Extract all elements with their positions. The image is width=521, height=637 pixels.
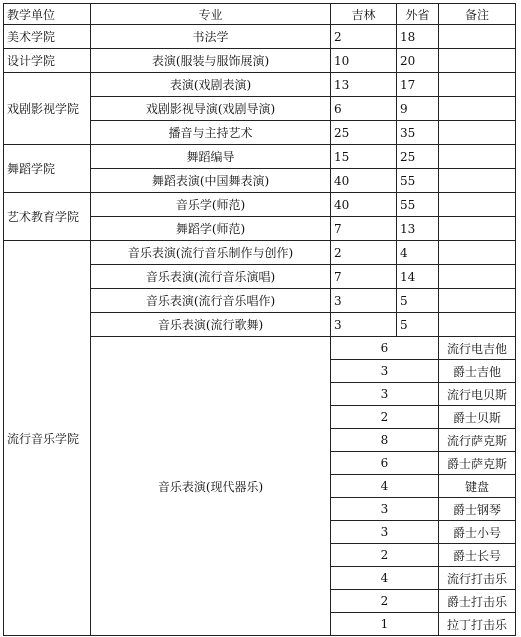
- jilin-cell: 3: [331, 313, 397, 337]
- jilin-cell: 2: [331, 25, 397, 49]
- instrument-count-cell: 3: [331, 521, 439, 544]
- note-cell: [439, 121, 516, 145]
- unit-cell: 舞蹈学院: [4, 145, 91, 193]
- table-row: [4, 193, 516, 217]
- other-cell: 55: [397, 193, 439, 217]
- jilin-cell: 13: [331, 73, 397, 97]
- instrument-note-cell: 爵士吉他: [439, 360, 516, 383]
- other-cell: 35: [397, 121, 439, 145]
- instrument-note-cell: 爵士贝斯: [439, 406, 516, 429]
- instrument-note-cell: 流行电贝斯: [439, 383, 516, 406]
- other-cell: 9: [397, 97, 439, 121]
- note-cell: [439, 25, 516, 49]
- instrument-count-cell: 4: [331, 475, 439, 498]
- header-unit: 教学单位: [4, 4, 91, 25]
- major-cell: 音乐表演(流行歌舞): [91, 313, 331, 337]
- instrument-note-cell: 流行打击乐: [439, 567, 516, 590]
- unit-cell: 艺术教育学院: [4, 193, 91, 241]
- other-cell: 4: [397, 241, 439, 265]
- instrument-count-cell: 6: [331, 337, 439, 360]
- jilin-cell: 7: [331, 217, 397, 241]
- instrument-count-cell: 6: [331, 452, 439, 475]
- major-cell: 表演(戏剧表演): [91, 73, 331, 97]
- header-other-province: 外省: [397, 4, 439, 25]
- major-cell: 舞蹈编导: [91, 145, 331, 169]
- major-cell: 播音与主持艺术: [91, 121, 331, 145]
- other-cell: 18: [397, 25, 439, 49]
- table-row: [4, 49, 516, 73]
- instrument-count-cell: 2: [331, 406, 439, 429]
- header-major: 专业: [91, 4, 331, 25]
- header-note: 备注: [439, 4, 516, 25]
- note-cell: [439, 97, 516, 121]
- unit-cell: 设计学院: [4, 49, 91, 73]
- instrument-count-cell: 3: [331, 383, 439, 406]
- instrument-note-cell: 爵士长号: [439, 544, 516, 567]
- note-cell: [439, 145, 516, 169]
- other-cell: 5: [397, 313, 439, 337]
- instrument-note-cell: 爵士小号: [439, 521, 516, 544]
- note-cell: [439, 289, 516, 313]
- major-cell: 舞蹈表演(中国舞表演): [91, 169, 331, 193]
- other-cell: 17: [397, 73, 439, 97]
- major-cell: 音乐学(师范): [91, 193, 331, 217]
- jilin-cell: 2: [331, 241, 397, 265]
- major-cell: 书法学: [91, 25, 331, 49]
- other-cell: 13: [397, 217, 439, 241]
- major-cell: 音乐表演(流行音乐演唱): [91, 265, 331, 289]
- major-cell: 舞蹈学(师范): [91, 217, 331, 241]
- other-cell: 20: [397, 49, 439, 73]
- instrument-count-cell: 2: [331, 590, 439, 613]
- major-cell: 音乐表演(流行音乐制作与创作): [91, 241, 331, 265]
- note-cell: [439, 241, 516, 265]
- jilin-cell: 7: [331, 265, 397, 289]
- header-row: [4, 4, 516, 25]
- note-cell: [439, 193, 516, 217]
- major-cell: 音乐表演(现代器乐): [91, 337, 331, 636]
- instrument-count-cell: 4: [331, 567, 439, 590]
- instrument-note-cell: 流行萨克斯: [439, 429, 516, 452]
- jilin-cell: 40: [331, 193, 397, 217]
- major-cell: 表演(服装与服饰展演): [91, 49, 331, 73]
- enrollment-table: [3, 3, 516, 636]
- instrument-count-cell: 1: [331, 613, 439, 636]
- unit-cell: 流行音乐学院: [4, 241, 91, 636]
- major-cell: 戏剧影视导演(戏剧导演): [91, 97, 331, 121]
- instrument-note-cell: 爵士打击乐: [439, 590, 516, 613]
- unit-cell: 戏剧影视学院: [4, 73, 91, 145]
- note-cell: [439, 217, 516, 241]
- other-cell: 55: [397, 169, 439, 193]
- instrument-note-cell: 键盘: [439, 475, 516, 498]
- table-row: [4, 241, 516, 265]
- instrument-count-cell: 3: [331, 498, 439, 521]
- major-cell: 音乐表演(流行音乐唱作): [91, 289, 331, 313]
- instrument-note-cell: 拉丁打击乐: [439, 613, 516, 636]
- jilin-cell: 15: [331, 145, 397, 169]
- instrument-count-cell: 8: [331, 429, 439, 452]
- table-row: [4, 145, 516, 169]
- instrument-note-cell: 流行电吉他: [439, 337, 516, 360]
- header-jilin: 吉林: [331, 4, 397, 25]
- other-cell: 5: [397, 289, 439, 313]
- note-cell: [439, 73, 516, 97]
- jilin-cell: 3: [331, 289, 397, 313]
- note-cell: [439, 169, 516, 193]
- note-cell: [439, 265, 516, 289]
- instrument-count-cell: 2: [331, 544, 439, 567]
- instrument-note-cell: 爵士钢琴: [439, 498, 516, 521]
- jilin-cell: 6: [331, 97, 397, 121]
- other-cell: 14: [397, 265, 439, 289]
- instrument-count-cell: 3: [331, 360, 439, 383]
- jilin-cell: 10: [331, 49, 397, 73]
- table-row: [4, 25, 516, 49]
- instrument-note-cell: 爵士萨克斯: [439, 452, 516, 475]
- jilin-cell: 25: [331, 121, 397, 145]
- unit-cell: 美术学院: [4, 25, 91, 49]
- note-cell: [439, 313, 516, 337]
- table-row: [4, 73, 516, 97]
- jilin-cell: 40: [331, 169, 397, 193]
- note-cell: [439, 49, 516, 73]
- other-cell: 25: [397, 145, 439, 169]
